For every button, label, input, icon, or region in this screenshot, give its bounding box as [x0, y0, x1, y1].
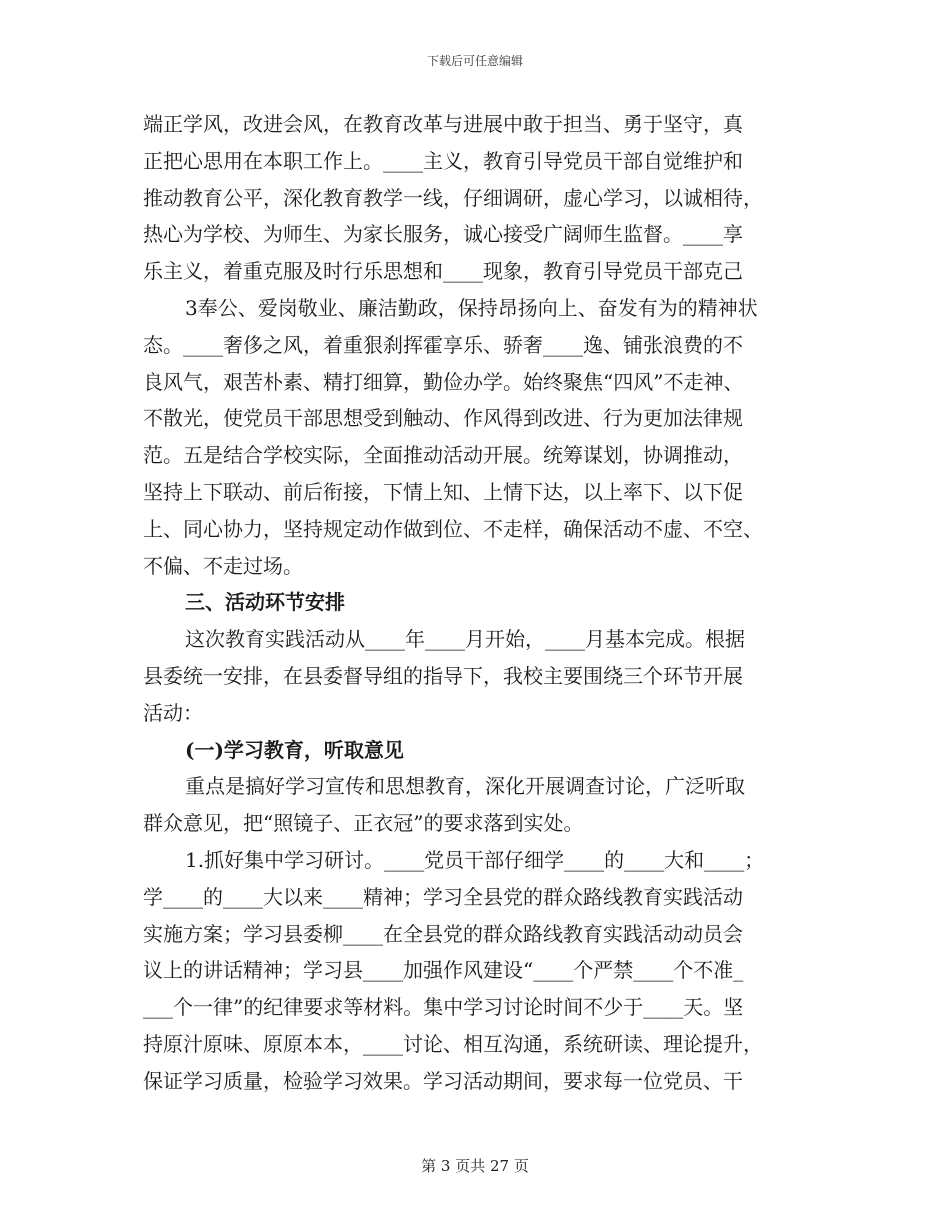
text-line: 态。____奢侈之风，着重狠刹挥霍享乐、骄奢____逸、铺张浪费的不	[143, 332, 743, 357]
page-footer: 第 3 页共 27 页	[421, 1157, 529, 1175]
text-line: 县委统一安排，在县委督导组的指导下，我校主要围绕三个环节开展	[143, 663, 743, 688]
text-line: 保证学习质量，检验学习效果。学习活动期间，要求每一位党员、干	[143, 1068, 743, 1093]
text-line: 推动教育公平，深化教育教学一线，仔细调研，虚心学习，以诚相待，	[143, 185, 763, 210]
text-line: 活动：	[143, 700, 203, 725]
text-line: 3奉公、爱岗敬业、廉洁勤政，保持昂扬向上、奋发有为的精神状	[185, 295, 758, 320]
text-line: 坚持上下联动、前后衔接，下情上知、上情下达，以上率下、以下促	[143, 479, 743, 504]
text-line: 范。五是结合学校实际，全面推动活动开展。统筹谋划，协调推动，	[143, 443, 743, 468]
text-line: ___个一律”的纪律要求等材料。集中学习讨论时间不少于____天。坚	[143, 995, 744, 1020]
text-line: 乐主义，着重克服及时行乐思想和____现象，教育引导党员干部克己	[143, 259, 743, 284]
header-note: 下载后可任意编辑	[426, 54, 523, 68]
text-line: 正把心思用在本职工作上。____主义，教育引导党员干部自觉维护和	[143, 148, 743, 173]
document-body	[143, 106, 815, 1100]
text-line: 重点是搞好学习宣传和思想教育，深化开展调查讨论，广泛听取	[185, 774, 745, 799]
text-line: 议上的讲话精神；学习县____加强作风建设“____个严禁____个不准_	[143, 958, 744, 983]
text-line: 实施方案；学习县委柳____在全县党的群众路线教育实践活动动员会	[143, 921, 743, 946]
text-line: 群众意见，把“照镜子、正衣冠”的要求落到实处。	[143, 811, 584, 836]
text-line: 不偏、不走过场。	[143, 553, 303, 578]
text-line: 学____的____大以来____精神；学习全县党的群众路线教育实践活动	[143, 884, 743, 909]
text-line: 不散光，使党员干部思想受到触动、作风得到改进、行为更加法律规	[143, 406, 743, 431]
text-line: 持原汁原味、原原本本，____讨论、相互沟通，系统研读、理论提升，	[143, 1031, 763, 1056]
section-heading: (一)学习教育，听取意见	[185, 737, 404, 762]
text-line: 上、同心协力，坚持规定动作做到位、不走样，确保活动不虚、不空、	[143, 516, 763, 541]
text-line: 这次教育实践活动从____年____月开始，____月基本完成。根据	[185, 627, 745, 652]
text-line: 热心为学校、为师生、为家长服务，诚心接受广阔师生监督。____享	[143, 222, 743, 247]
text-line: 1.抓好集中学习研讨。____党员干部仔细学____的____大和____；	[185, 847, 765, 872]
text-line: 端正学风，改进会风，在教育改革与进展中敢于担当、勇于坚守，真	[143, 112, 743, 136]
text-line: 良风气，艰苦朴素、精打细算，勤俭办学。始终聚焦“四风”不走神、	[143, 369, 744, 394]
section-heading: 三、活动环节安排	[185, 590, 345, 615]
